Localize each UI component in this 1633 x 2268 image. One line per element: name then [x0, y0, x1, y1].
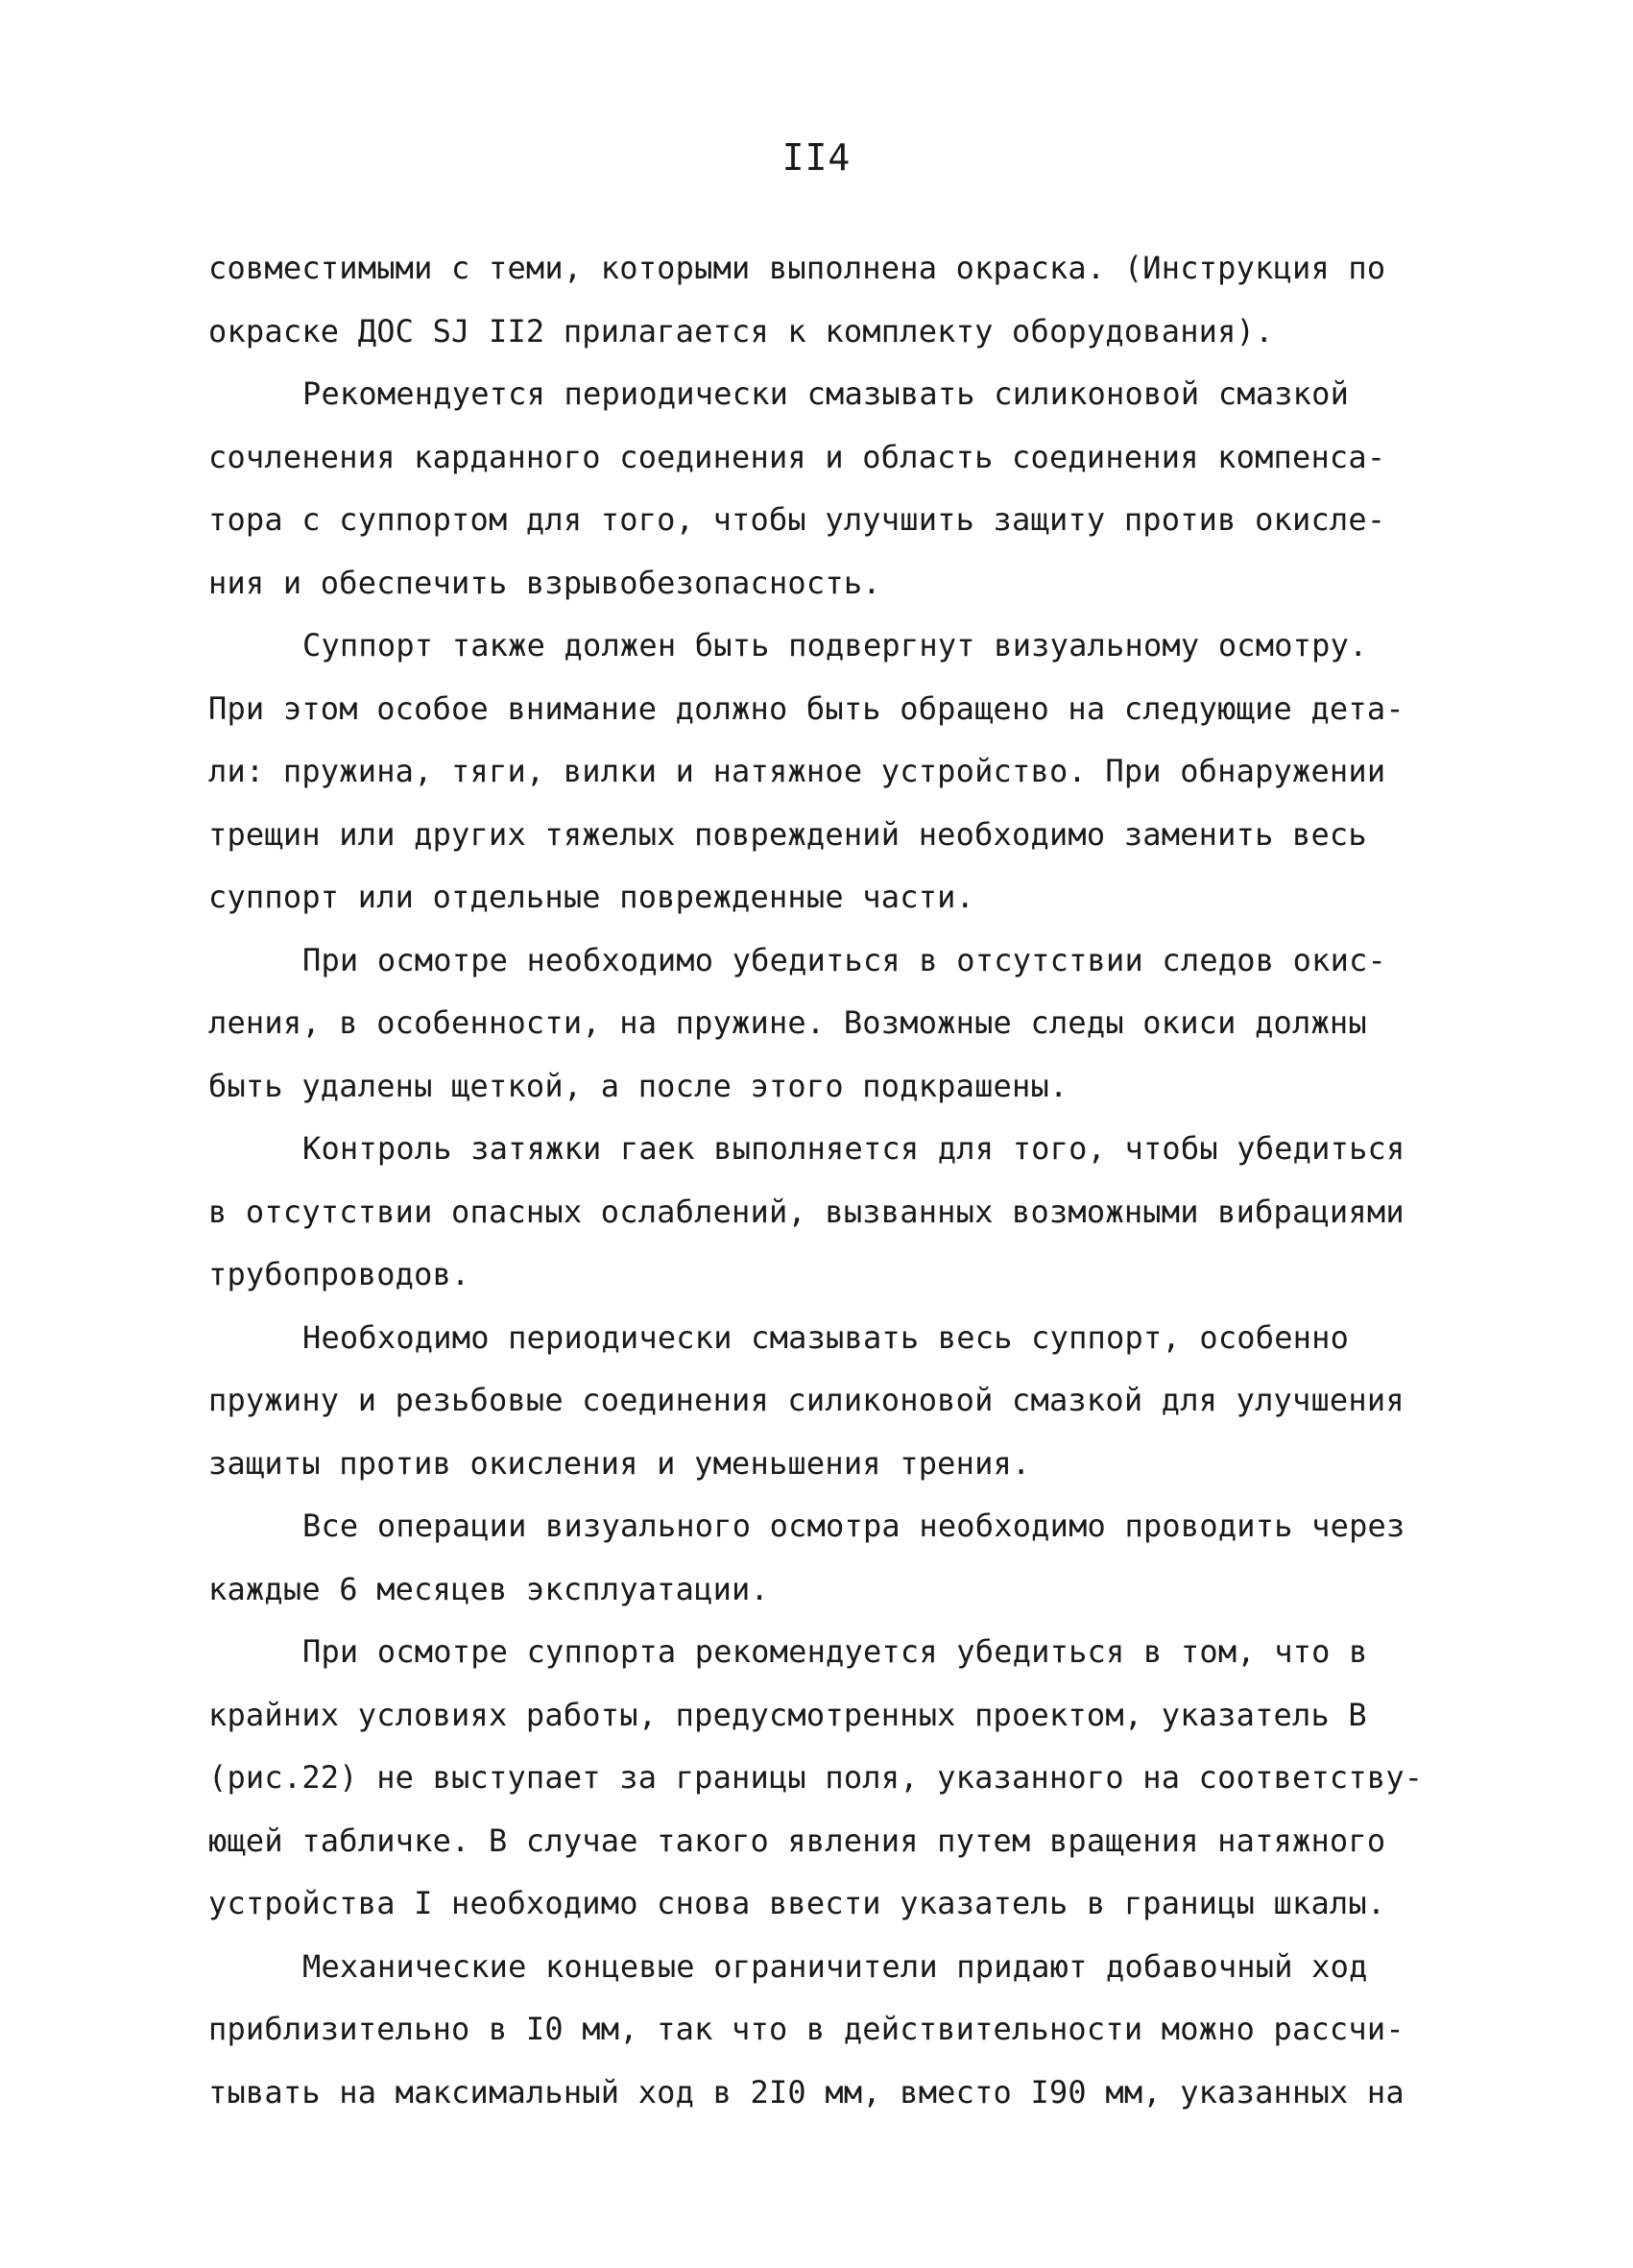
text-line: При осмотре суппорта рекомендуется убедиться в том, что в — [302, 1633, 1368, 1670]
text-line: тора с суппортом для того, чтобы улучшить защиту против окисле- — [208, 501, 1386, 538]
text-line: (рис.22) не выступает за границы поля, указанного на соответству- — [208, 1759, 1424, 1796]
text-line: Рекомендуется периодически смазывать силиконовой смазкой — [302, 375, 1350, 412]
text-line: совместимыми с теми, которыми выполнена окраска. (Инструкция по — [208, 250, 1386, 286]
text-line: Суппорт также должен быть подвергнут визуальному осмотру. — [302, 627, 1368, 664]
text-line: ющей табличке. В случае такого явления путем вращения натяжного — [208, 1822, 1386, 1859]
text-line: приблизительно в I0 мм, так что в действительности можно рассчи- — [208, 2011, 1405, 2047]
text-line: трещин или других тяжелых повреждений необходимо заменить весь — [208, 815, 1367, 853]
text-line: При осмотре необходимо убедиться в отсутствии следов окис- — [302, 941, 1387, 978]
text-line: Механические концевые ограничители придают добавочный ход — [302, 1947, 1368, 1985]
paragraph-9 — [208, 1936, 1456, 2125]
paragraph-8 — [208, 1621, 1456, 1936]
text-line: Необходимо периодически смазывать весь суппорт, особенно — [302, 1318, 1350, 1356]
text-line: защиты против окисления и уменьшения трения. — [208, 1444, 1031, 1482]
text-line: быть удалены щеткой, а после этого подкрашены. — [208, 1067, 1069, 1104]
text-line: устройства I необходимо снова ввести указатель в границы шкалы. — [208, 1885, 1386, 1921]
paragraph-2 — [208, 363, 1456, 615]
text-line: трубопроводов. — [208, 1256, 470, 1292]
text-line: каждые 6 месяцев эксплуатации. — [208, 1570, 769, 1607]
text-line: сочленения карданного соединения и область соединения компенса- — [208, 438, 1386, 475]
paragraph-5 — [208, 1118, 1456, 1307]
paragraph-4 — [208, 929, 1456, 1119]
text-line: крайних условиях работы, предусмотренных проектом, указатель B — [208, 1696, 1367, 1733]
body-text — [208, 237, 1456, 2124]
text-line: Все операции визуального осмотра необходимо проводить через — [302, 1508, 1405, 1544]
page-number: II4 — [781, 136, 852, 179]
text-line: тывать на максимальный ход в 2I0 мм, вместо I90 мм, указанных на — [208, 2073, 1405, 2111]
text-line: ния и обеспечить взрывобезопасность. — [208, 564, 881, 601]
text-line: Контроль затяжки гаек выполняется для того, чтобы убедиться — [302, 1130, 1405, 1167]
text-line: ления, в особенности, на пружине. Возможные следы окиси должны — [208, 1004, 1367, 1041]
text-line: суппорт или отдельные поврежденные части. — [208, 879, 975, 915]
paragraph-7 — [208, 1495, 1456, 1621]
text-line: пружину и резьбовые соединения силиконовой смазкой для улучшения — [208, 1382, 1405, 1418]
text-line: При этом особое внимание должно быть обращено на следующие дета- — [208, 689, 1405, 727]
text-line: в отсутствии опасных ослаблений, вызванных возможными вибрациями — [208, 1193, 1405, 1230]
paragraph-6 — [208, 1307, 1456, 1496]
text-line: окраске ДОС SJ II2 прилагается к комплекту оборудования). — [208, 312, 1274, 350]
text-line: ли: пружина, тяги, вилки и натяжное устройство. При обнаружении — [208, 753, 1386, 789]
paragraph-3 — [208, 615, 1456, 929]
paragraph-1 — [208, 237, 1456, 363]
